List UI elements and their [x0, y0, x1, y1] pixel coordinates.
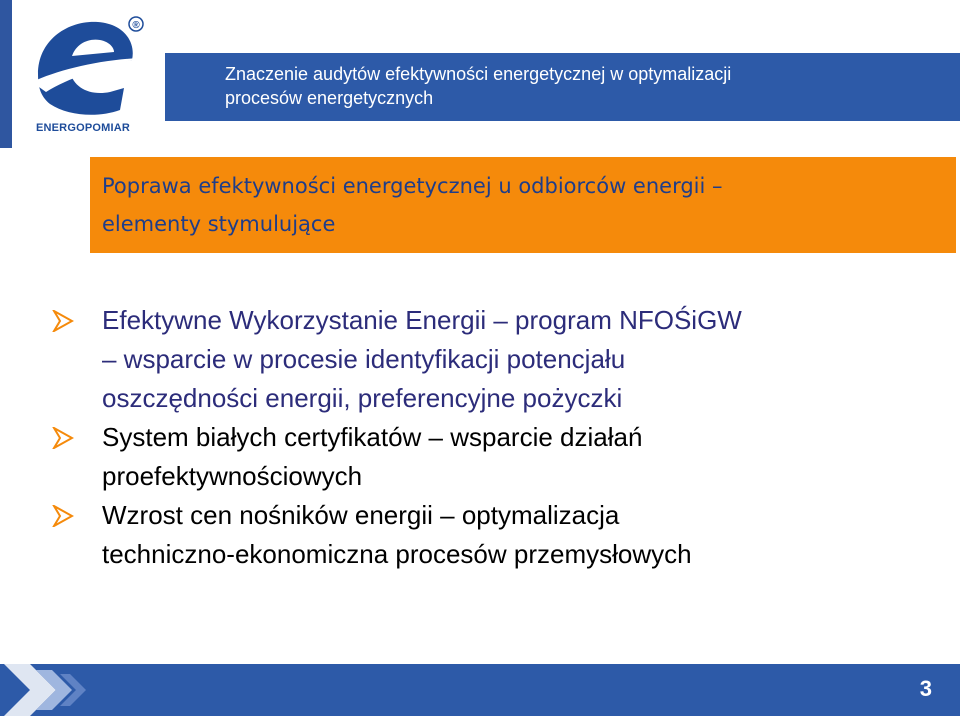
bullet-line: proefektywnościowych	[102, 461, 363, 491]
subtitle-line-1: Poprawa efektywności energetycznej u odbiorców energii –	[102, 174, 723, 198]
bullet-line: oszczędności energii, preferencyjne pożyczki	[102, 383, 623, 413]
bullet-line: System białych certyfikatów – wsparcie działań	[102, 422, 643, 452]
bullet-item	[52, 301, 942, 418]
bullet-line: Wzrost cen nośników energii – optymalizacja	[102, 500, 620, 530]
registered-mark: ®	[132, 20, 140, 31]
bullet-item	[52, 496, 942, 574]
arrow-bullet-icon	[52, 427, 74, 449]
arrow-bullet-icon	[52, 505, 74, 527]
bullet-line: techniczno-ekonomiczna procesów przemysłowych	[102, 539, 692, 569]
energopomiar-logo	[28, 12, 148, 136]
bullet-item	[52, 418, 942, 496]
arrow-bullet-icon	[52, 310, 74, 332]
left-accent-stripe	[0, 0, 12, 148]
subtitle-box	[90, 157, 956, 253]
footer-bar	[0, 664, 960, 716]
title-line-1: Znaczenie audytów efektywności energetycznej w optymalizacji	[225, 64, 732, 84]
bullet-line: – wsparcie w procesie identyfikacji potencjału	[102, 344, 626, 374]
subtitle-line-2: elementy stymulujące	[102, 212, 336, 236]
logo-brand-text: ENERGOPOMIAR	[35, 122, 131, 134]
page-number: 3	[919, 676, 932, 701]
bullet-list	[52, 301, 942, 574]
chevron-decoration-icon	[0, 664, 110, 716]
title-line-2: procesów energetycznych	[225, 88, 434, 108]
bullet-line: Efektywne Wykorzystanie Energii – program NFOŚiGW	[102, 305, 742, 335]
logo-e-icon	[28, 12, 148, 122]
title-banner	[165, 53, 960, 121]
